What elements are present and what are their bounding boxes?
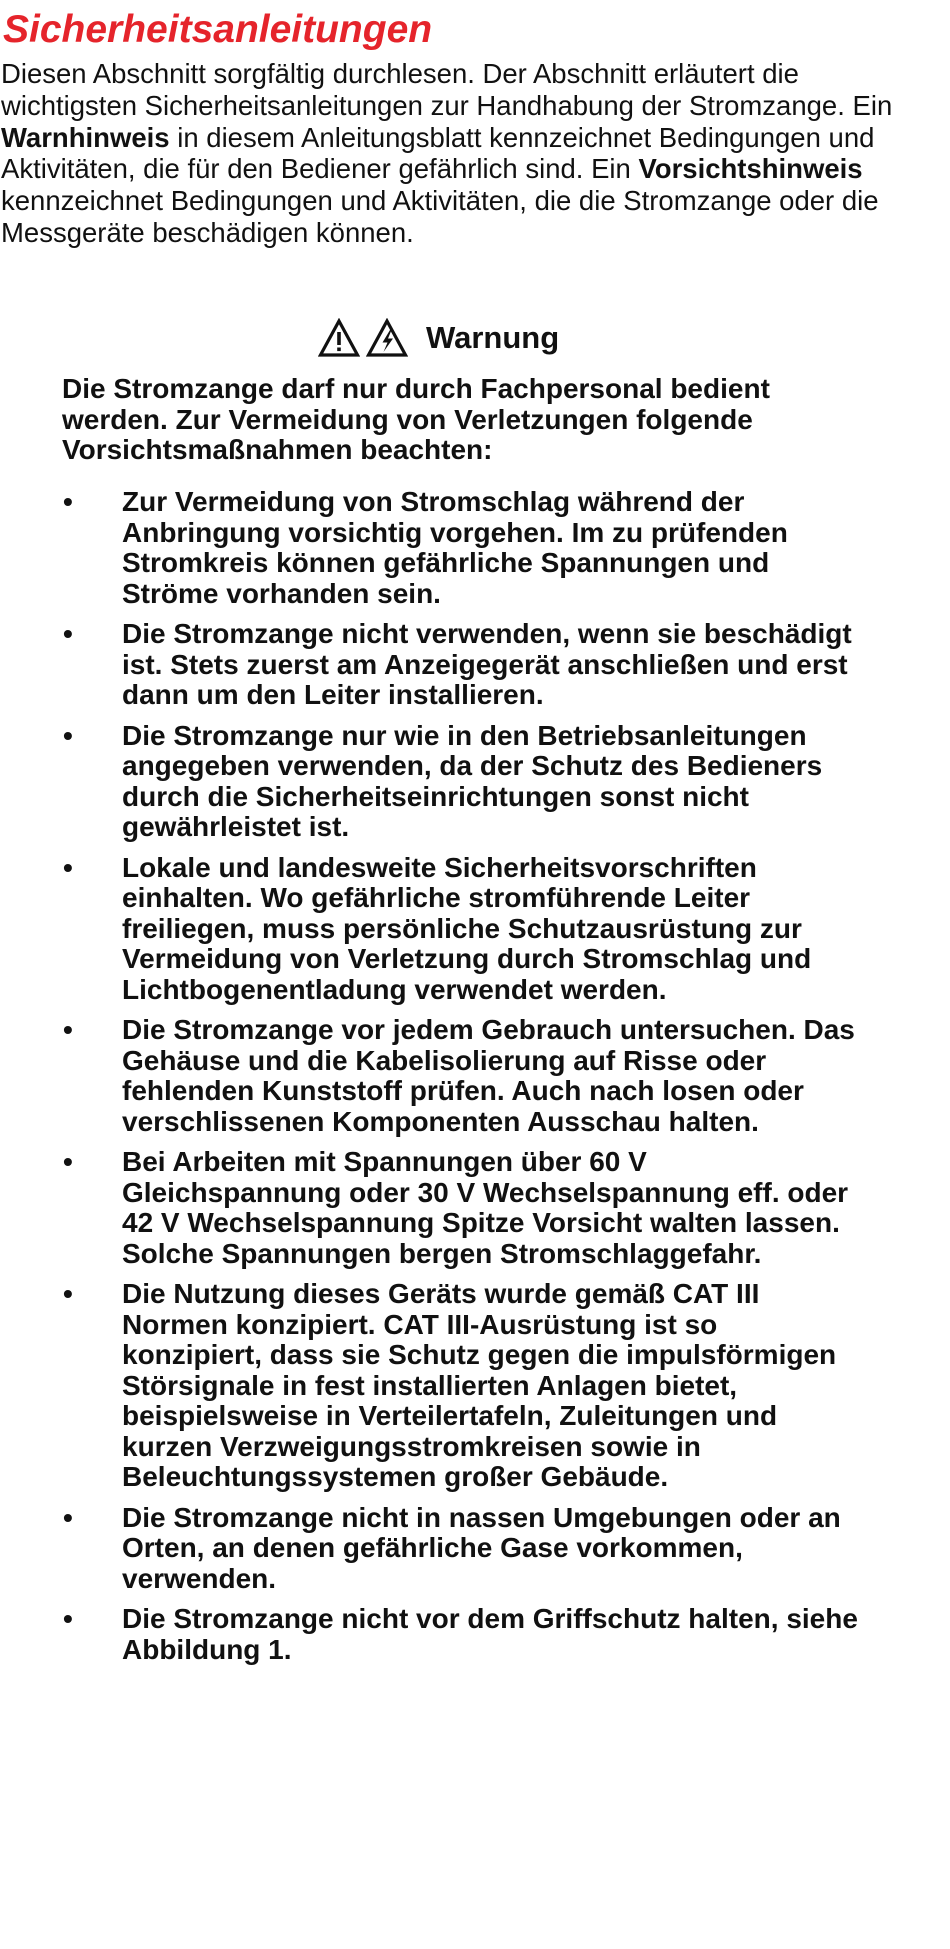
bullet-symbol: • xyxy=(63,486,73,517)
warning-lead-text: Die Stromzange darf nur durch Fachpersonal bedient werden. Zur Vermeidung von Verletzungen folgende Vorsichtsmaßnahmen beachten: xyxy=(62,373,770,465)
warning-bullet-item xyxy=(62,1279,862,1493)
bullet-symbol: • xyxy=(63,1278,73,1309)
warning-bullet-item xyxy=(62,721,862,843)
warning-triangle-icon xyxy=(318,318,360,358)
bullet-symbol: • xyxy=(63,1014,73,1045)
warning-bullet-item xyxy=(62,1015,862,1137)
warning-title: Warnung xyxy=(426,320,560,355)
high-voltage-icon xyxy=(366,318,408,358)
warning-bullet-item xyxy=(62,1503,862,1595)
bullet-symbol: • xyxy=(63,1146,73,1177)
bullet-text: Die Stromzange vor jedem Gebrauch untersuchen. Das Gehäuse und die Kabelisolierung auf Risse oder fehlenden Kunststoff prüfen. Auch nach losen oder verschlissenen Komponenten Ausschau halten. xyxy=(122,1014,855,1137)
intro-text-2: in diesem Anleitungsblatt kennzeichnet Bedingungen und Aktivitäten, die für den Bediener gefährlich sind. Ein xyxy=(1,121,875,185)
bullet-symbol: • xyxy=(63,1603,73,1634)
caution-term: Vorsichtshinweis xyxy=(638,153,863,185)
bullet-symbol: • xyxy=(63,851,73,883)
warning-bullet-item xyxy=(62,1147,862,1269)
warning-bullet-item xyxy=(62,619,862,711)
bullet-text: Die Stromzange nicht vor dem Griffschutz halten, siehe Abbildung 1. xyxy=(122,1603,858,1665)
warning-bullet-item xyxy=(62,487,862,609)
bullet-text: Bei Arbeiten mit Spannungen über 60 V Gleichspannung oder 30 V Wechselspannung eff. oder 42 V Wechselspannung Spitze Vorsicht walten lassen. Solche Spannungen bergen Stromschlaggefahr. xyxy=(122,1146,849,1269)
bullet-symbol: • xyxy=(63,1501,73,1533)
intro-text-1: Diesen Abschnitt sorgfältig durchlesen. Der Abschnitt erläutert die wichtigsten Sicherheitsanleitungen zur Handhabung der Stromzange. Ein xyxy=(1,58,893,121)
intro-text-3: kennzeichnet Bedingungen und Aktivitäten, die die Stromzange oder die Messgeräte beschädigen können. xyxy=(1,185,879,248)
warning-bullet-item xyxy=(62,1604,862,1665)
bullet-text: Zur Vermeidung von Stromschlag während der Anbringung vorsichtig vorgehen. Im zu prüfenden Stromkreis können gefährliche Spannungen und Ströme vorhanden sein. xyxy=(122,486,788,609)
warning-bullet-item xyxy=(62,853,862,1006)
section-title: Sicherheitsanleitungen xyxy=(3,8,433,51)
bullet-text: Die Stromzange nur wie in den Betriebsanleitungen angegeben verwenden, da der Schutz des Bedieners durch die Sicherheitseinrichtungen sonst nicht gewährleistet ist. xyxy=(122,719,823,842)
warning-term: Warnhinweis xyxy=(1,121,170,153)
bullet-symbol: • xyxy=(63,618,73,649)
warning-heading xyxy=(318,316,559,360)
bullet-text: Lokale und landesweite Sicherheitsvorschriften einhalten. Wo gefährliche stromführende Leiter freiliegen, muss persönliche Schutzausrüstung zur Vermeidung von Verletzung durch Stromschlag und Lichtbogenentladung verwendet werden. xyxy=(122,851,812,1005)
bullet-text: Die Stromzange nicht in nassen Umgebungen oder an Orten, an denen gefährliche Gase vorkommen, verwenden. xyxy=(122,1501,841,1594)
bullet-text: Die Nutzung dieses Geräts wurde gemäß CAT III Normen konzipiert. CAT III-Ausrüstung ist so konzipiert, dass sie Schutz gegen die impulsförmigen Störsignale in fest installierten Anlagen bietet, beispielsweise in Verteilertafeln, Zuleitungen und kurzen Verzweigungsstromkreisen sowie in Beleuchtungssystemen großer Gebäude. xyxy=(122,1278,837,1492)
bullet-text: Die Stromzange nicht verwenden, wenn sie beschädigt ist. Stets zuerst am Anzeigegerät anschließen und erst dann um den Leiter installieren. xyxy=(122,618,852,710)
intro-paragraph xyxy=(1,58,901,249)
bullet-symbol: • xyxy=(63,719,73,751)
warning-bullet-list xyxy=(62,487,862,1675)
